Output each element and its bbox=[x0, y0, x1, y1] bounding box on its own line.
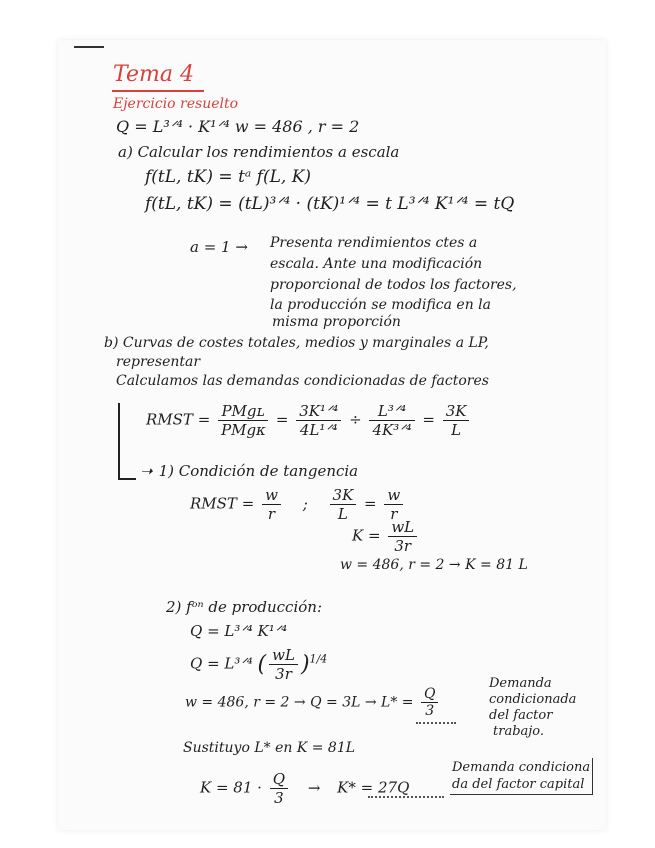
labour-note-2: condicionada bbox=[489, 692, 577, 707]
fraction-denominator: 3 bbox=[274, 789, 284, 807]
k-expression bbox=[352, 518, 420, 555]
capital-note-box bbox=[450, 758, 593, 795]
step-2-heading: 2) fᵒⁿ de producción: bbox=[166, 598, 322, 616]
k-fraction bbox=[388, 518, 417, 555]
fraction-denominator: L bbox=[337, 505, 348, 523]
fraction-denominator: L bbox=[451, 421, 462, 439]
part-a-heading: a) Calcular los rendimientos a escala bbox=[118, 143, 400, 161]
q-substituted bbox=[190, 646, 327, 683]
fraction-denominator: 3r bbox=[394, 537, 412, 555]
returns-definition: f(tL, tK) = tᵃ f(L, K) bbox=[145, 167, 312, 187]
capital-note-2: da del factor capital bbox=[452, 777, 585, 792]
explanation-line-2: escala. Ante una modificación bbox=[270, 256, 483, 272]
explanation-line-1: Presenta rendimientos ctes a bbox=[270, 235, 478, 251]
pmgl: PMgʟ bbox=[218, 402, 268, 421]
labour-note-1: Demanda bbox=[489, 676, 552, 691]
fraction-denominator: 3 bbox=[425, 703, 435, 719]
fraction-numerator: wL bbox=[388, 518, 417, 537]
kstar-result: K* = 27Q bbox=[337, 778, 410, 797]
paren-close: ) bbox=[300, 652, 310, 677]
returns-derivation: f(tL, tK) = (tL)³ᐟ⁴ · (tK)¹ᐟ⁴ = t L³ᐟ⁴ K¹ᐟ⁴ = tQ bbox=[145, 194, 515, 214]
subtitle: Ejercicio resuelto bbox=[113, 96, 239, 112]
k-substitution: w = 486, r = 2 → K = 81 L bbox=[340, 557, 528, 573]
lstar-fraction bbox=[421, 686, 438, 719]
fraction-numerator: w bbox=[384, 486, 403, 505]
lstar-underline bbox=[416, 720, 456, 724]
pmgk: PMgᴋ bbox=[221, 421, 266, 439]
fraction-denominator: 4L¹ᐟ⁴ bbox=[299, 421, 338, 439]
price-ratio bbox=[262, 486, 281, 523]
separator: ; bbox=[302, 494, 308, 513]
paren-open: ( bbox=[257, 652, 267, 677]
capital-demand-line bbox=[200, 770, 409, 807]
returns-result: a = 1 → bbox=[190, 238, 248, 256]
fraction-denominator: r bbox=[267, 505, 276, 523]
labour-substitution: w = 486, r = 2 → Q = 3L → L* = bbox=[185, 694, 414, 711]
k-line-fraction bbox=[270, 770, 288, 807]
k-label: K = bbox=[352, 526, 381, 545]
part-b-heading-cont: representar bbox=[116, 354, 201, 370]
q-function: Q = L³ᐟ⁴ K¹ᐟ⁴ bbox=[190, 622, 288, 640]
fraction-numerator: 3K¹ᐟ⁴ bbox=[296, 402, 341, 421]
k-lhs: K = 81 · bbox=[200, 778, 262, 797]
fraction-numerator: 3K bbox=[443, 402, 470, 421]
arrow-icon: → bbox=[307, 778, 321, 797]
capital-note-1: Demanda condiciona bbox=[452, 760, 591, 775]
q-lhs: Q = L³ᐟ⁴ bbox=[190, 654, 253, 673]
title-underline bbox=[112, 90, 204, 92]
explanation-line-4: la producción se modifica en la bbox=[270, 297, 492, 313]
fraction-numerator: wL bbox=[269, 646, 298, 665]
fraction-numerator: 3K bbox=[330, 486, 357, 505]
arrow-icon: ➝ bbox=[140, 462, 153, 480]
kstar-underline bbox=[368, 794, 444, 798]
fraction-denominator: 4K³ᐟ⁴ bbox=[372, 421, 412, 439]
bracket-vertical bbox=[118, 403, 120, 479]
explanation-line-3: proporcional de todos los factores, bbox=[270, 277, 517, 293]
labour-note-3: del factor bbox=[489, 708, 553, 723]
fraction-numerator: w bbox=[262, 486, 281, 505]
rmst-label: RMST = bbox=[146, 410, 211, 429]
rmst-result bbox=[443, 402, 470, 439]
page-title: Tema 4 bbox=[113, 62, 194, 87]
labour-note-4: trabajo. bbox=[493, 724, 545, 739]
tangency-label: 1) Condición de tangencia bbox=[158, 462, 359, 480]
production-function-line: Q = L³ᐟ⁴ · K¹ᐟ⁴ w = 486 , r = 2 bbox=[116, 117, 360, 136]
derivative-ratio-2 bbox=[369, 402, 414, 439]
rmst-equation: RMST = $\frac{\text{PMgʟ}}{\text{PMgᴋ}}$ = $\frac{\text{3K¹ᐟ⁴}}{\text{4L¹ᐟ⁴}}$ ÷ $\frac{\text{L³ᐟ⁴}}{\text{4K³ᐟ⁴}}$ = $\frac{3K}{L}$ bbox=[146, 402, 472, 439]
fraction-numerator: Q bbox=[421, 686, 438, 703]
fraction-numerator: Q bbox=[270, 770, 288, 789]
fraction-denominator: 3r bbox=[275, 665, 292, 683]
explanation-line-5: misma proporción bbox=[272, 314, 401, 330]
part-b-heading: b) Curvas de costes totales, medios y marginales a LP, bbox=[104, 335, 489, 351]
page-mark bbox=[74, 46, 104, 48]
tangency-equation: RMST = $\frac{w}{r}$ ; $\frac{3K}{L}$ = $\frac{w}{r}$ bbox=[190, 486, 406, 523]
fraction-numerator: L³ᐟ⁴ bbox=[369, 402, 414, 421]
q-exponent: 1/4 bbox=[309, 652, 328, 666]
bracket-horizontal bbox=[118, 478, 136, 480]
q-fraction bbox=[269, 646, 298, 683]
divide-sign: ÷ bbox=[349, 410, 362, 429]
conditional-demands-intro: Calculamos las demandas condicionadas de factores bbox=[116, 373, 489, 389]
mp-ratio bbox=[218, 402, 268, 439]
tangency-heading bbox=[140, 462, 358, 480]
labour-demand-line bbox=[185, 686, 441, 719]
fraction-denominator: r bbox=[390, 505, 398, 523]
substitute-line: Sustituyo L* en K = 81L bbox=[183, 740, 356, 756]
derivative-ratio bbox=[296, 402, 341, 439]
rmst-label: RMST = bbox=[190, 494, 255, 513]
